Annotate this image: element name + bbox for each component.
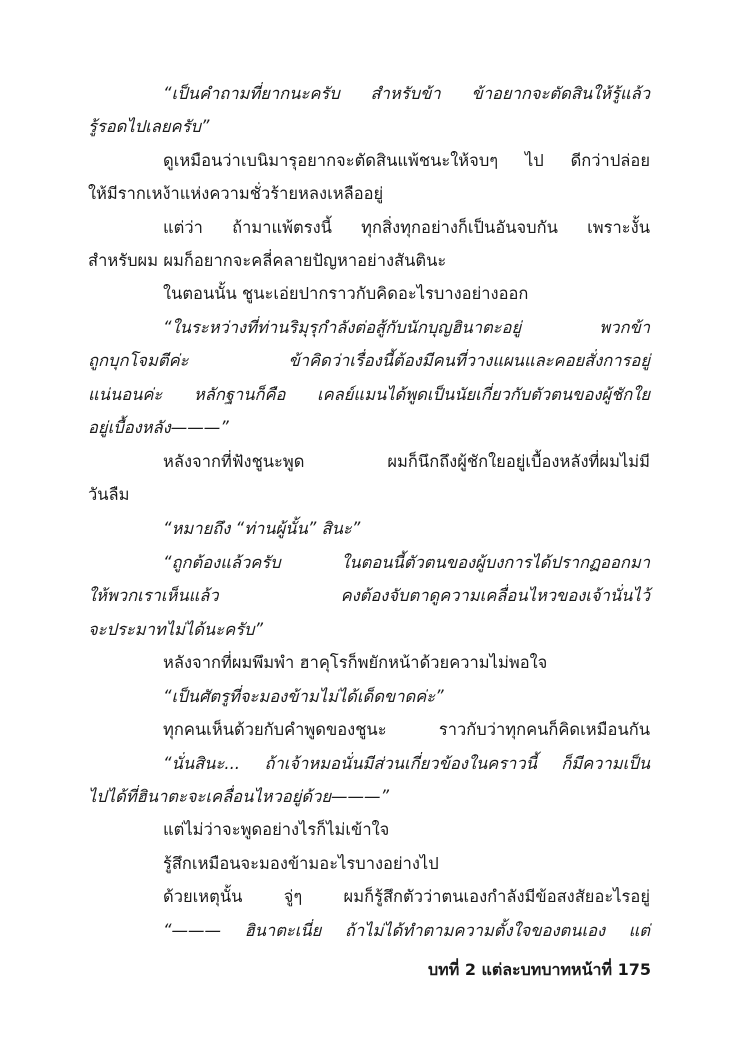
text-line: “นั่นสินะ... ถ้าเจ้าหมอนั่นมีส่วนเกี่ยวข้องในคราวนี้ ก็มีความเป็น — [163, 754, 650, 773]
text-line: ดูเหมือนว่าเบนิมารุอยากจะตัดสินแพ้ชนะให้จบๆ ไป ดีกว่าปล่อย — [163, 151, 650, 170]
text-line: ถูกบุกโจมตีค่ะ ข้าคิดว่าเรื่องนี้ต้องมีคนที่วางแผนและคอยสั่งการอยู่ — [88, 351, 650, 370]
text-line: สำหรับผม ผมก็อยากจะคลี่คลายปัญหาอย่างสันตินะ — [88, 251, 447, 270]
text-line: ให้พวกเราเห็นแล้ว คงต้องจับตาดูความเคลื่อนไหวของเจ้านั่นไว้ — [88, 586, 650, 605]
text-line: ไปได้ที่ฮินาตะจะเคลื่อนไหวอยู่ด้วย———” — [88, 787, 390, 806]
text-line: รู้รอดไปเลยครับ” — [88, 117, 210, 136]
text-line: ให้มีรากเหง้าแห่งความชั่วร้ายหลงเหลืออยู่ — [88, 184, 384, 203]
text-line: ในตอนนั้น ชูนะเอ่ยปากราวกับคิดอะไรบางอย่างออก — [163, 284, 529, 303]
text-line: ทุกคนเห็นด้วยกับคำพูดของชูนะ ราวกับว่าทุกคนก็คิดเหมือนกัน — [163, 720, 650, 739]
text-line: “เป็นคำถามที่ยากนะครับ สำหรับข้า ข้าอยากจะตัดสินให้รู้แล้ว — [163, 84, 650, 103]
text-line: แต่ไม่ว่าจะพูดอย่างไรก็ไม่เข้าใจ — [163, 820, 390, 839]
text-line: หลังจากที่ผมพึมพำ ฮาคุโรก็พยักหน้าด้วยความไม่พอใจ — [163, 653, 548, 672]
text-line: รู้สึกเหมือนจะมองข้ามอะไรบางอย่างไป — [163, 854, 439, 873]
text-line: “ในระหว่างที่ท่านริมุรุกำลังต่อสู้กับนักบุญฮินาตะอยู่ พวกข้า — [163, 318, 650, 337]
text-line: แน่นอนค่ะ หลักฐานก็คือ เคลย์แมนได้พูดเป็นนัยเกี่ยวกับตัวตนของผู้ชักใย — [88, 385, 650, 404]
page-footer: บทที่ 2 แต่ละบทบาทหน้าที่ 175 — [428, 960, 651, 979]
text-line: จะประมาทไม่ได้นะครับ” — [88, 620, 263, 639]
text-line: หลังจากที่ฟังชูนะพูด ผมก็นึกถึงผู้ชักใยอยู่เบื้องหลังที่ผมไม่มี — [163, 452, 650, 471]
text-line: “ถูกต้องแล้วครับ ในตอนนี้ตัวตนของผู้บงการได้ปรากฏออกมา — [163, 553, 650, 572]
text-line: “เป็นศัตรูที่จะมองข้ามไม่ได้เด็ดขาดค่ะ” — [163, 687, 444, 706]
text-line: แต่ว่า ถ้ามาแพ้ตรงนี้ ทุกสิ่งทุกอย่างก็เป็นอันจบกัน เพราะงั้น — [163, 218, 650, 237]
text-line: “หมายถึง “ท่านผู้นั้น” สินะ” — [163, 519, 361, 538]
text-line: ด้วยเหตุนั้น จู่ๆ ผมก็รู้สึกตัวว่าตนเองกำลังมีข้อสงสัยอะไรอยู่ — [163, 887, 650, 906]
text-line: อยู่เบื้องหลัง———” — [88, 418, 229, 437]
text-line: “——— ฮินาตะเนี่ย ถ้าไม่ได้ทำตามความตั้งใจของตนเอง แต่ — [163, 921, 650, 940]
text-line: วันลืม — [88, 485, 130, 504]
